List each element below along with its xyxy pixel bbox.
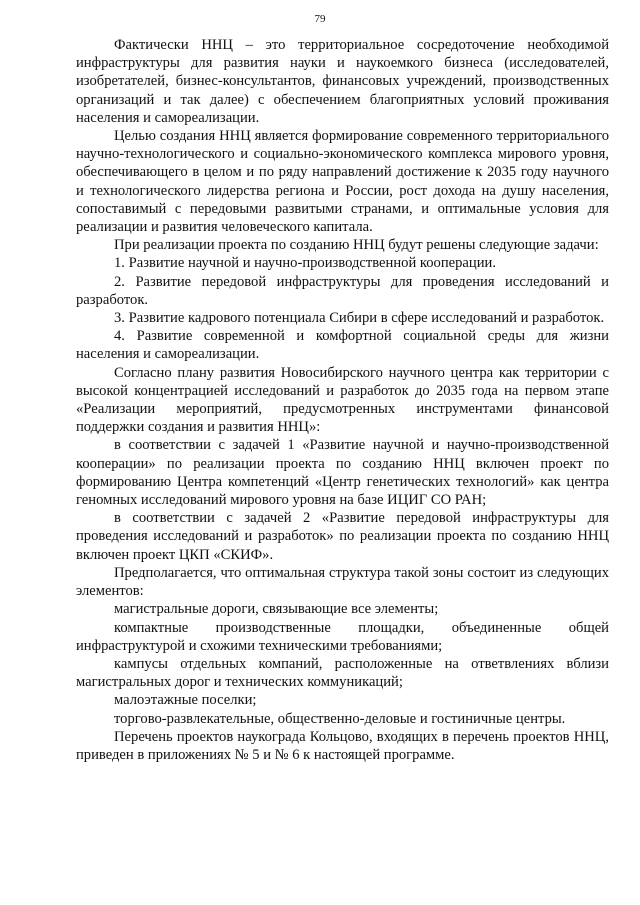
task-item-3: 3. Развитие кадрового потенциала Сибири в сфере исследований и разработок. xyxy=(114,310,605,327)
task-item-1: 1. Развитие научной и научно-производственной кооперации. xyxy=(114,255,496,272)
paragraph-nnc-definition: Фактически ННЦ – это территориальное сосредоточение необходимой инфраструктуры для развития науки и наукоемкого бизнеса (исследователей, изобретателей, бизнес-консультантов, финансовых учреждений, производственных организаций и так далее) с обеспечением благоприятных условий проживания населения и самореализации. xyxy=(76,37,609,126)
paragraph-nnc-goal: Целью создания ННЦ является формирование современного территориального научно-технологического и социально-экономического комплекса мирового уровня, обеспечивающего в целом и по ряду направлений достижение к 2035 году научного и технологического лидерства региона и России, рост дохода на душу населения, сопоставимый с передовыми развитыми странами, и оптимальные условия для реализации и развития человеческого капитала. xyxy=(76,128,609,236)
paragraph-task-1-project: в соответствии с задачей 1 «Развитие научной и научно-производственной кооперации» по реализации проекта по созданию ННЦ включен проект по формированию Центра компетенций «Центр генетических технологий» как центра геномных исследований мирового уровня на базе ИЦИГ СО РАН; xyxy=(76,437,609,509)
paragraph-koltsovo-projects: Перечень проектов наукограда Кольцово, входящих в перечень проектов ННЦ, приведен в приложениях № 5 и № 6 к настоящей программе. xyxy=(76,728,609,763)
body-text xyxy=(76,36,609,764)
paragraph-zone-structure: Предполагается, что оптимальная структура такой зоны состоит из следующих элементов: xyxy=(76,564,609,600)
structure-item-roads: магистральные дороги, связывающие все элементы; xyxy=(114,601,439,618)
task-item-4: 4. Развитие современной и комфортной социальной среды для жизни населения и самореализации. xyxy=(76,328,609,363)
paragraph-development-plan: Согласно плану развития Новосибирского научного центра как территории с высокой концентрацией исследований и разработок до 2035 года на первом этапе «Реализации мероприятий, предусмотренных инструментами финансовой поддержки создания и развития ННЦ»: xyxy=(76,364,609,436)
paragraph-tasks-intro: При реализации проекта по созданию ННЦ будут решены следующие задачи: xyxy=(114,237,599,254)
structure-item-settlements: малоэтажные поселки; xyxy=(114,692,257,709)
task-item-2: 2. Развитие передовой инфраструктуры для проведения исследований и разработок. xyxy=(76,273,609,308)
page-number: 79 xyxy=(314,13,326,25)
structure-item-centers: торгово-развлекательные, общественно-деловые и гостиничные центры. xyxy=(114,710,566,727)
paragraph-task-2-project: в соответствии с задачей 2 «Развитие передовой инфраструктуры для проведения исследований и разработок» по реализации проекта по созданию ННЦ включен проект ЦКП «СКИФ». xyxy=(76,510,609,563)
structure-item-campuses: кампусы отдельных компаний, расположенные на ответвлениях вблизи магистральных дорог и технических коммуникаций; xyxy=(76,655,609,691)
structure-item-production-sites: компактные производственные площадки, объединенные общей инфраструктурой и схожими техническими требованиями; xyxy=(76,619,609,654)
